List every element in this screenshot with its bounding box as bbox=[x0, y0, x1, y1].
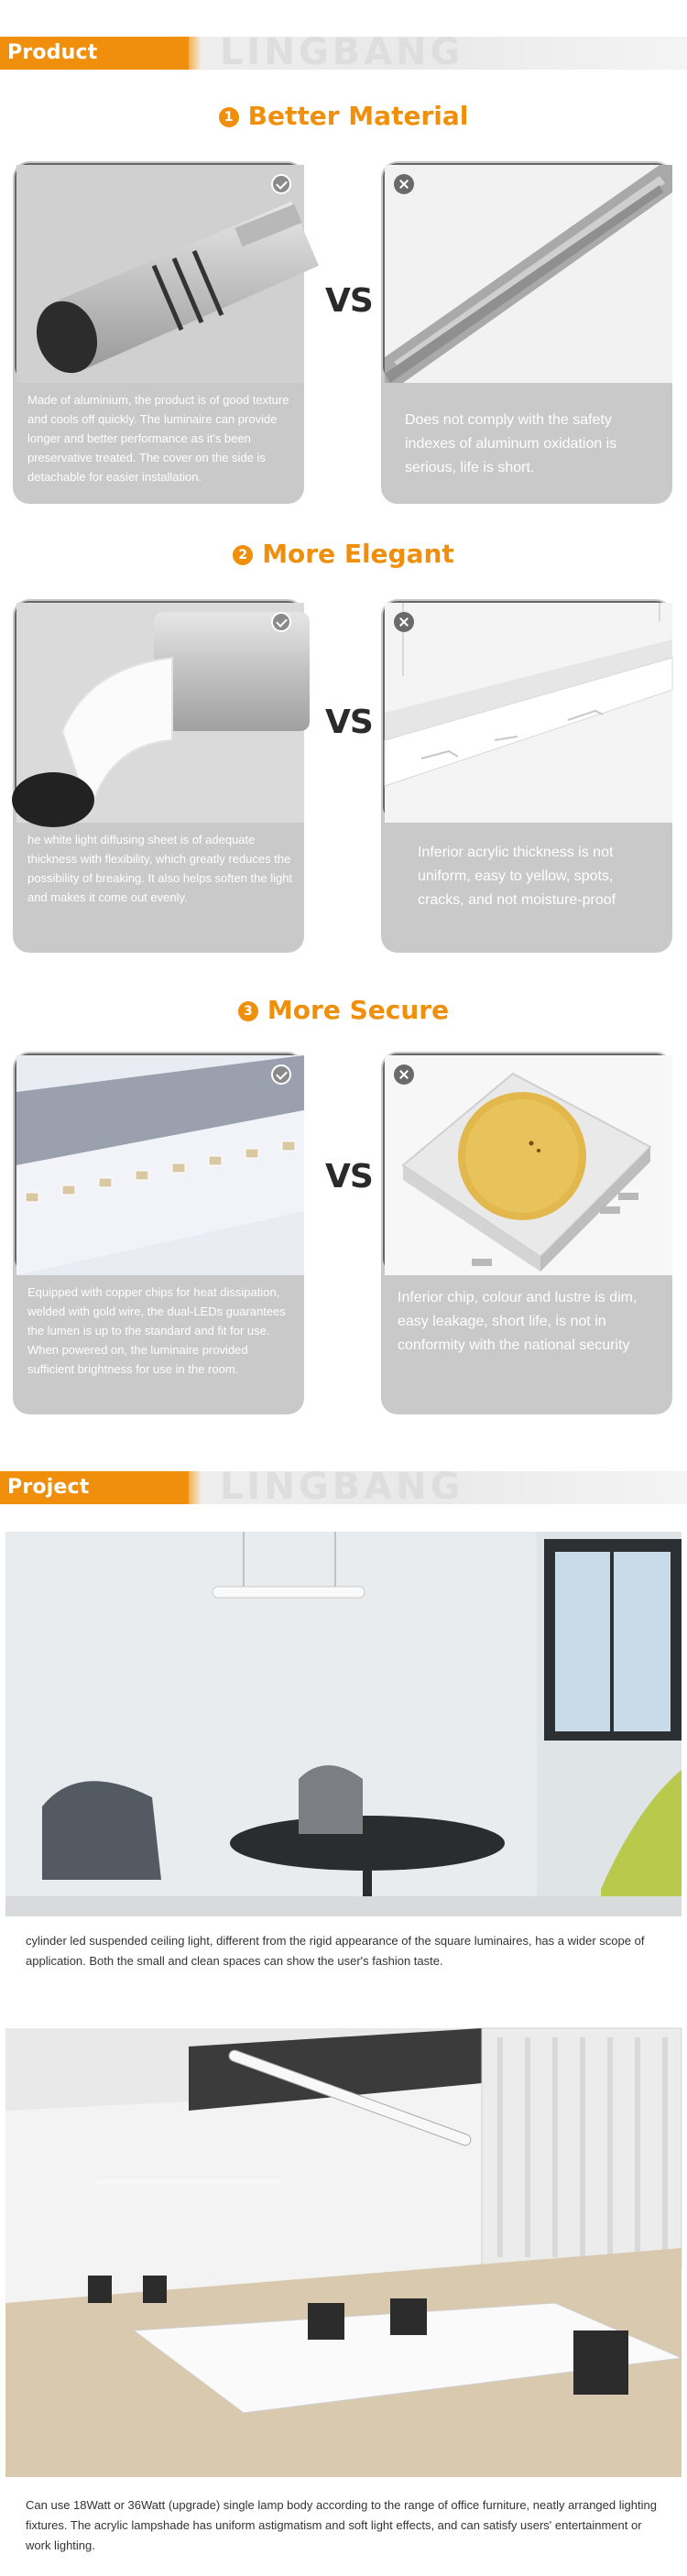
bad-description: Does not comply with the safety indexes of aluminum oxidation is serious, life is short. bbox=[405, 412, 617, 475]
watermark-logo: LINGBANG bbox=[220, 31, 464, 73]
product-photo-led-chips bbox=[15, 1053, 302, 1273]
cross-icon bbox=[394, 612, 414, 632]
bad-description: Inferior acrylic thickness is not uniform, easy to yellow, spots, cracks, and not moisture-proof bbox=[418, 845, 616, 908]
product-photo-diffuser bbox=[15, 601, 302, 821]
check-icon bbox=[271, 1064, 291, 1085]
vs-label: VS bbox=[325, 282, 373, 320]
good-description: Made of aluminium, the product is of good texture and cools off quickly. The luminaire can provide longer and better performance as it's been preservative treated. The cover on the side is detachable for easier installation. bbox=[27, 393, 289, 484]
watermark-logo: LINGBANG bbox=[220, 1466, 464, 1508]
product-photo-acrylic bbox=[383, 601, 671, 821]
feature-title-more-elegant bbox=[0, 539, 687, 569]
good-product-card bbox=[13, 599, 304, 953]
project-photo-office bbox=[5, 2028, 682, 2477]
check-icon bbox=[271, 612, 291, 632]
product-photo-inferior bbox=[383, 163, 671, 381]
good-description: he white light diffusing sheet is of adequate thickness with flexibility, which greatly reduces the possibility of breaking. It also helps soften the light and makes it come out evenly. bbox=[27, 833, 293, 904]
number-badge-icon: 3 bbox=[238, 1001, 258, 1021]
product-photo-aluminium bbox=[15, 163, 302, 381]
feature-title-text: Better Material bbox=[247, 101, 469, 131]
bad-description: Inferior chip, colour and lustre is dim, easy leakage, short life, is not in conformity with the national security bbox=[398, 1290, 638, 1353]
product-photo-inferior-chip bbox=[383, 1053, 671, 1273]
feature-title-text: More Elegant bbox=[262, 539, 454, 569]
project-photo-meeting-room bbox=[5, 1532, 682, 1916]
project-caption: Can use 18Watt or 36Watt (upgrade) single lamp body according to the range of office furniture, neatly arranged lighting fixtures. The acrylic lampshade has uniform astigmatism and soft light effects, and can satisfy users' entertainment or work lighting. bbox=[26, 2498, 657, 2552]
feature-title-more-secure bbox=[0, 995, 687, 1025]
section-label: Project Example bbox=[0, 1471, 189, 1504]
good-product-card bbox=[13, 1052, 304, 1414]
number-badge-icon: 2 bbox=[233, 545, 253, 565]
number-badge-icon: 1 bbox=[219, 107, 239, 127]
section-header-project-example bbox=[0, 1466, 687, 1532]
feature-title-better-material bbox=[0, 101, 687, 131]
check-icon bbox=[271, 174, 291, 194]
section-label: Product Advantage bbox=[0, 37, 189, 70]
vs-label: VS bbox=[325, 1158, 373, 1195]
vs-label: VS bbox=[325, 704, 373, 741]
cross-icon bbox=[394, 174, 414, 194]
good-product-card bbox=[13, 161, 304, 504]
feature-title-text: More Secure bbox=[267, 995, 450, 1025]
project-caption: cylinder led suspended ceiling light, different from the rigid appearance of the square luminaires, has a wider scope of application. Both the small and clean spaces can show the user's fashion taste. bbox=[26, 1934, 645, 1968]
section-header-product-advantage bbox=[0, 31, 687, 97]
bad-product-card bbox=[381, 599, 672, 953]
bad-product-card bbox=[381, 161, 672, 504]
bad-product-card bbox=[381, 1052, 672, 1414]
good-description: Equipped with copper chips for heat dissipation, welded with gold wire, the dual-LEDs guarantees the lumen is up to the standard and fit for use. When powered on, the luminaire provided sufficient brightness for use in the room. bbox=[27, 1285, 286, 1376]
cross-icon bbox=[394, 1064, 414, 1085]
